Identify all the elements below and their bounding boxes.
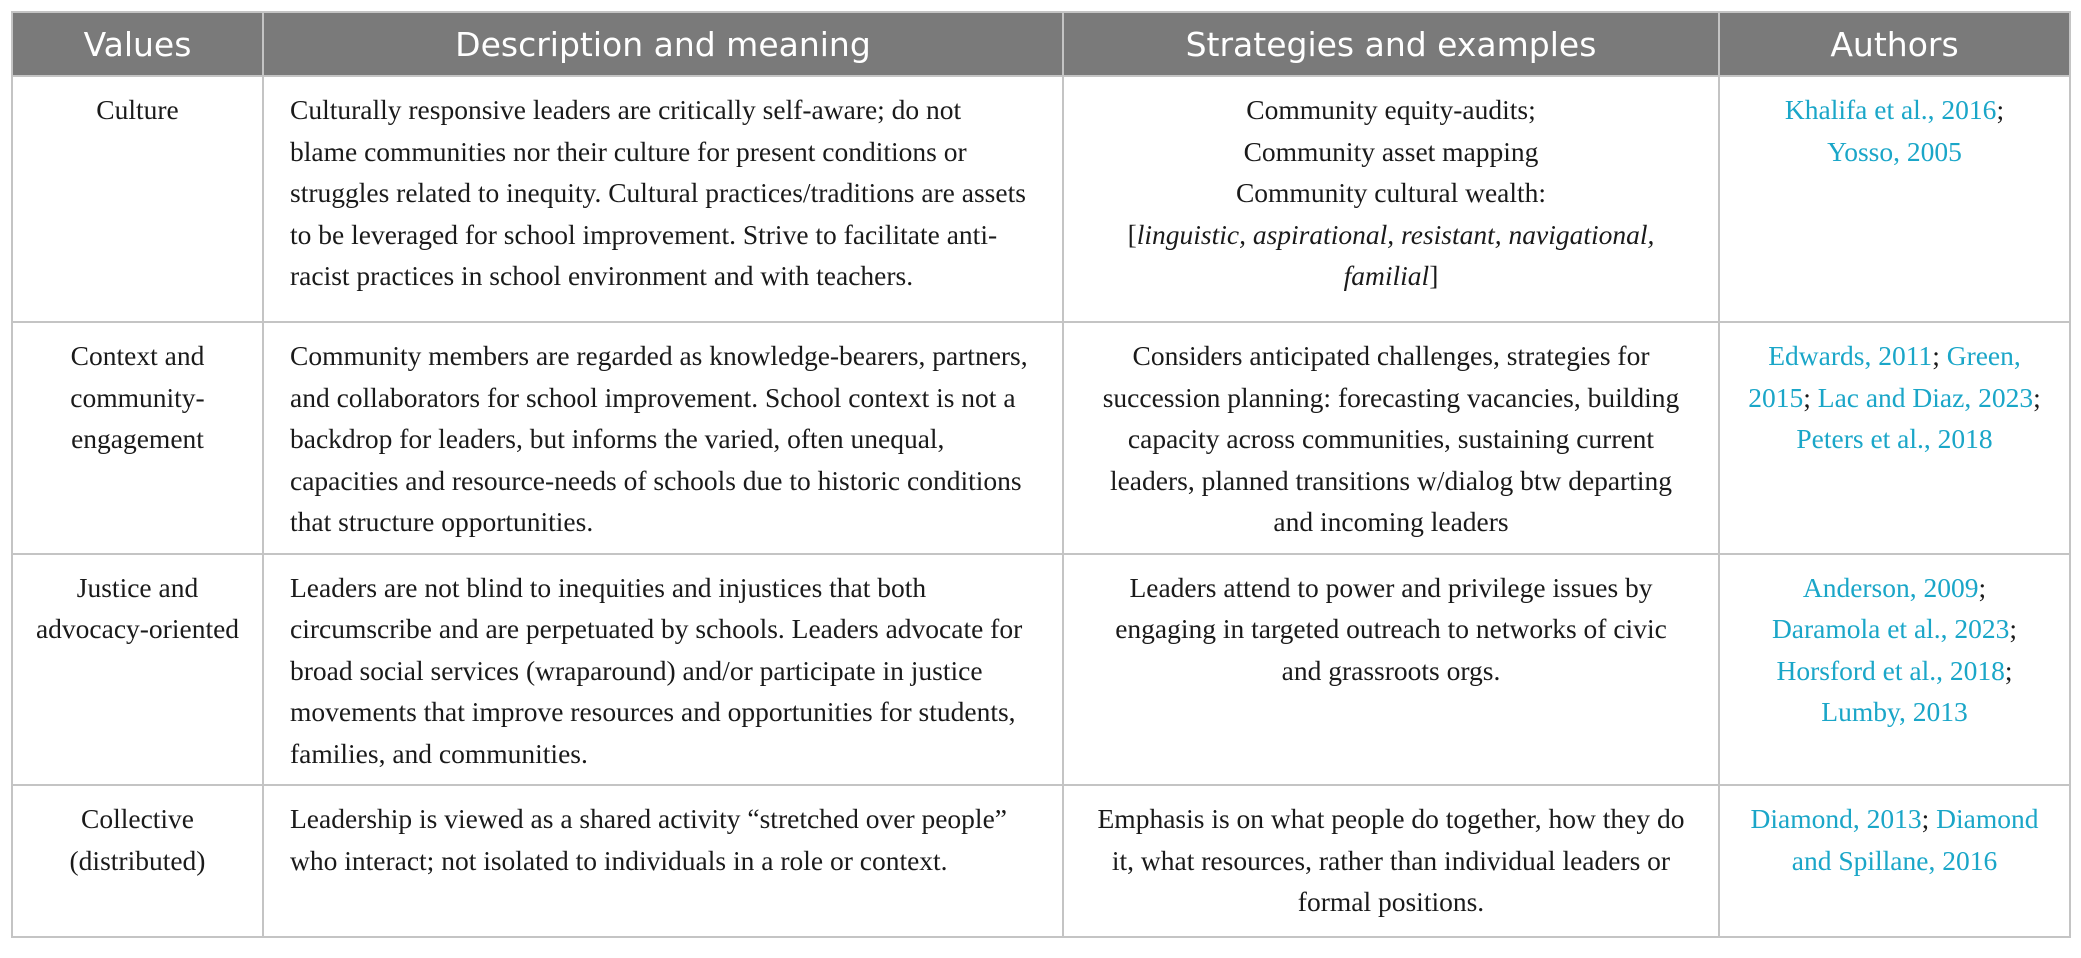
- citation-link[interactable]: Edwards, 2011: [1768, 340, 1933, 371]
- citation-separator: ;: [1921, 803, 1930, 834]
- citation-link[interactable]: Lumby, 2013: [1821, 696, 1968, 727]
- citation-link[interactable]: Diamond and Spillane, 2016: [1791, 803, 2039, 876]
- citation-separator: ;: [1996, 94, 2005, 125]
- strategy-line: Community cultural wealth:: [1235, 177, 1547, 208]
- leadership-values-table: [11, 11, 2071, 938]
- citation-link[interactable]: Yosso, 2005: [1827, 135, 1962, 167]
- citation-separator: ;: [2004, 654, 2013, 686]
- description-cell: Culturally responsive leaders are critically self-aware; do not blame communities nor their culture for present conditions or struggles related to inequity. Cultural practices/traditions are assets to be leveraged for school improvement. Strive to facilitate anti-racist practices in school environment and with teachers.: [263, 76, 1063, 322]
- citation-link[interactable]: Daramola et al., 2023: [1771, 613, 2010, 644]
- citation-link[interactable]: Diamond, 2013: [1750, 803, 1922, 834]
- authors-cell: [1719, 76, 2070, 322]
- strategies-cell: Emphasis is on what people do together, how they do it, what resources, rather than individual leaders or formal positions.: [1063, 785, 1719, 937]
- header-strategies: Strategies and examples: [1063, 12, 1719, 76]
- table-row: [12, 76, 2070, 322]
- value-cell: Justice and advocacy-oriented: [12, 554, 263, 786]
- header-description: Description and meaning: [263, 12, 1063, 76]
- header-values: Values: [12, 12, 263, 76]
- citation-separator: ;: [1803, 381, 1811, 413]
- bracket-close: ]: [1429, 260, 1439, 291]
- citation-separator: ;: [1978, 571, 1987, 603]
- citation-link[interactable]: Khalifa et al., 2016: [1784, 94, 1997, 125]
- authors-cell: [1719, 322, 2070, 554]
- strategies-cell: Considers anticipated challenges, strategies for succession planning: forecasting vacancies, building capacity across communities, sustaining current leaders, planned transitions w/dialog btw departing and incoming leaders: [1063, 322, 1719, 554]
- citation-link[interactable]: Lac and Diaz, 2023: [1817, 381, 2034, 413]
- citation-link[interactable]: Peters et al., 2018: [1796, 423, 1993, 454]
- value-cell: Context and community-engagement: [12, 322, 263, 554]
- citation-link[interactable]: Green, 2015: [1748, 340, 2021, 413]
- description-cell: Community members are regarded as knowledge-bearers, partners, and collaborators for school improvement. School context is not a backdrop for leaders, but informs the varied, often unequal, capacities and resource-needs of schools due to historic conditions that structure opportunities.: [263, 322, 1063, 554]
- strategies-cell: [1063, 76, 1719, 322]
- description-cell: Leadership is viewed as a shared activity “stretched over people” who interact; not isolated to individuals in a role or context.: [263, 785, 1063, 937]
- value-cell: Collective (distributed): [12, 785, 263, 937]
- value-cell: Culture: [12, 76, 263, 322]
- table-row: [12, 785, 2070, 937]
- table-row: [12, 554, 2070, 786]
- citation-separator: ;: [2033, 381, 2041, 413]
- authors-cell: [1719, 785, 2070, 937]
- citation-link[interactable]: Anderson, 2009: [1802, 571, 1979, 603]
- header-row: [12, 12, 2070, 76]
- strategy-line: Community asset mapping: [1243, 135, 1539, 167]
- citation-separator: ;: [1932, 340, 1940, 371]
- authors-cell: [1719, 554, 2070, 786]
- citation-link[interactable]: Horsford et al., 2018: [1776, 654, 2005, 686]
- description-cell: Leaders are not blind to inequities and injustices that both circumscribe and are perpetuated by schools. Leaders advocate for broad social services (wraparound) and/or participate in justice movements that improve resources and opportunities for students, families, and communities.: [263, 554, 1063, 786]
- strategy-italic-list: linguistic, aspirational, resistant, navigational, familial: [1136, 218, 1655, 291]
- bracket-open: [: [1127, 218, 1137, 250]
- header-authors: Authors: [1719, 12, 2070, 76]
- strategy-line: Community equity-audits;: [1246, 94, 1536, 125]
- citation-separator: ;: [2009, 613, 2018, 644]
- table-row: [12, 322, 2070, 554]
- strategies-cell: Leaders attend to power and privilege issues by engaging in targeted outreach to networks of civic and grassroots orgs.: [1063, 554, 1719, 786]
